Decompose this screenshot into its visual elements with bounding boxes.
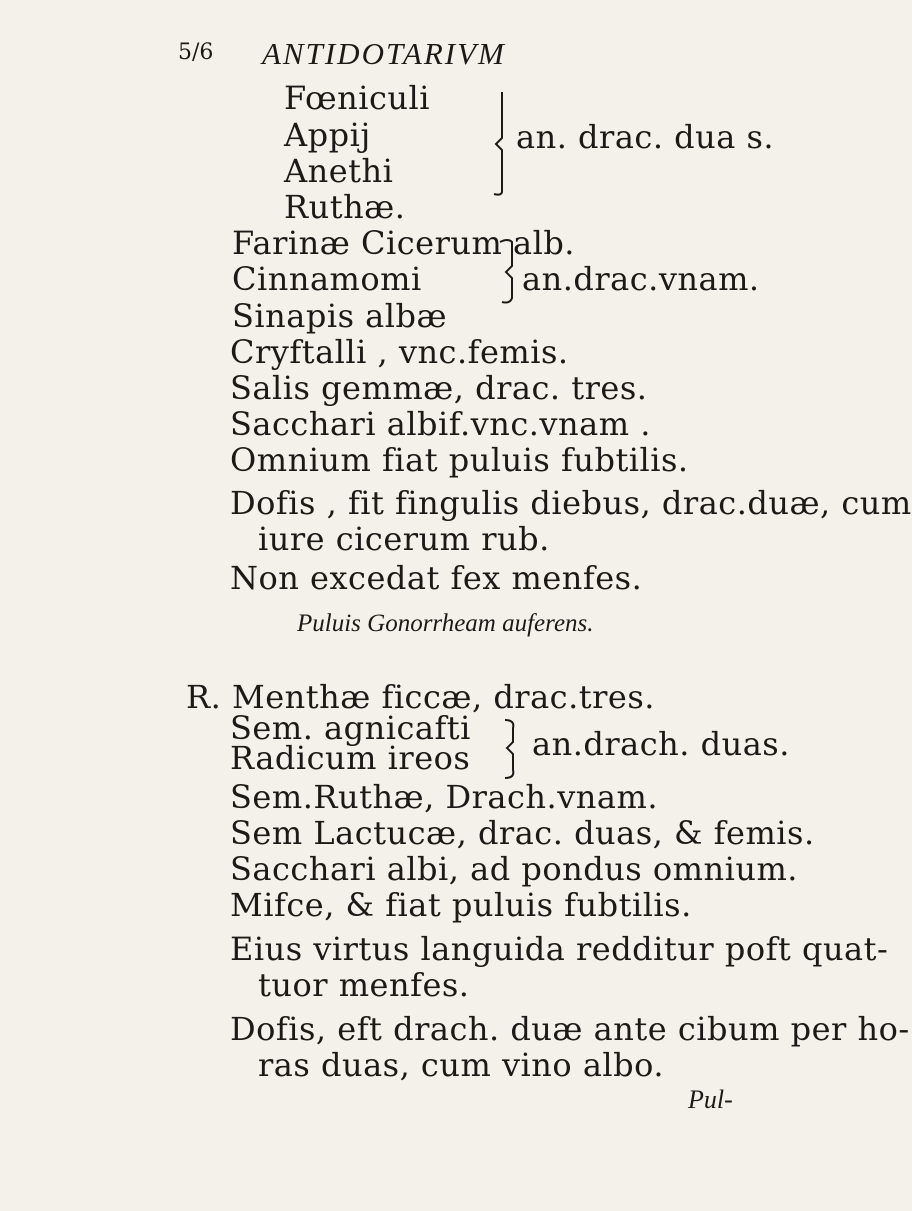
dose-label: an.drac.vnam. [522,260,760,298]
ingredient-line: Sem. agnicafti [230,709,471,747]
ingredient-line: Salis gemmæ, drac. tres. [230,369,648,407]
page-number: 5/6 [178,40,214,65]
ingredient-line: Sem.Ruthæ, Drach.vnam. [230,778,658,816]
virtus-line: Eius virtus languida redditur poft quat- [230,930,889,968]
ingredient-line: R. Menthæ ficcæ, drac.tres. [186,678,655,716]
limit-line: Non excedat fex menfes. [230,559,643,597]
ingredient-line: Radicum ireos [230,739,471,777]
ingredient-line: Cryftalli , vnc.femis. [230,333,569,371]
virtus-line: tuor menfes. [258,966,470,1004]
ingredient-line: Appij [284,116,371,154]
brace-icon [503,718,529,780]
dosage-line: Dofis, eft drach. duæ ante cibum per ho- [230,1010,910,1048]
catchword: Pul- [688,1085,733,1114]
ingredient-line: Sinapis albæ [232,297,448,335]
ingredient-line: Sacchari albif.vnc.vnam . [230,405,651,443]
dosage-line: iure cicerum rub. [258,520,550,558]
dose-label: an. drac. dua s. [516,118,775,156]
ingredient-line: Fœniculi [284,79,430,117]
ingredient-line: Ruthæ. [284,188,406,226]
ingredient-line: Cinnamomi [232,260,422,298]
section-heading: Puluis Gonorrheam auferens. [297,610,594,637]
running-title: ANTIDOTARIVM [262,36,506,71]
dosage-line: ras duas, cum vino albo. [258,1046,664,1084]
dose-label: an.drach. duas. [532,725,790,763]
ingredient-line: Farinæ Cicerum alb. [232,224,575,262]
instruction-line: Mifce, & fiat puluis fubtilis. [230,886,692,924]
ingredient-line: Sem Lactucæ, drac. duas, & femis. [230,814,815,852]
dosage-line: Dofis , fit fingulis diebus, drac.duæ, cum [230,484,912,522]
ingredient-line: Sacchari albi, ad pondus omnium. [230,850,798,888]
instruction-line: Omnium fiat puluis fubtilis. [230,441,689,479]
ingredient-line: Anethi [284,152,394,190]
